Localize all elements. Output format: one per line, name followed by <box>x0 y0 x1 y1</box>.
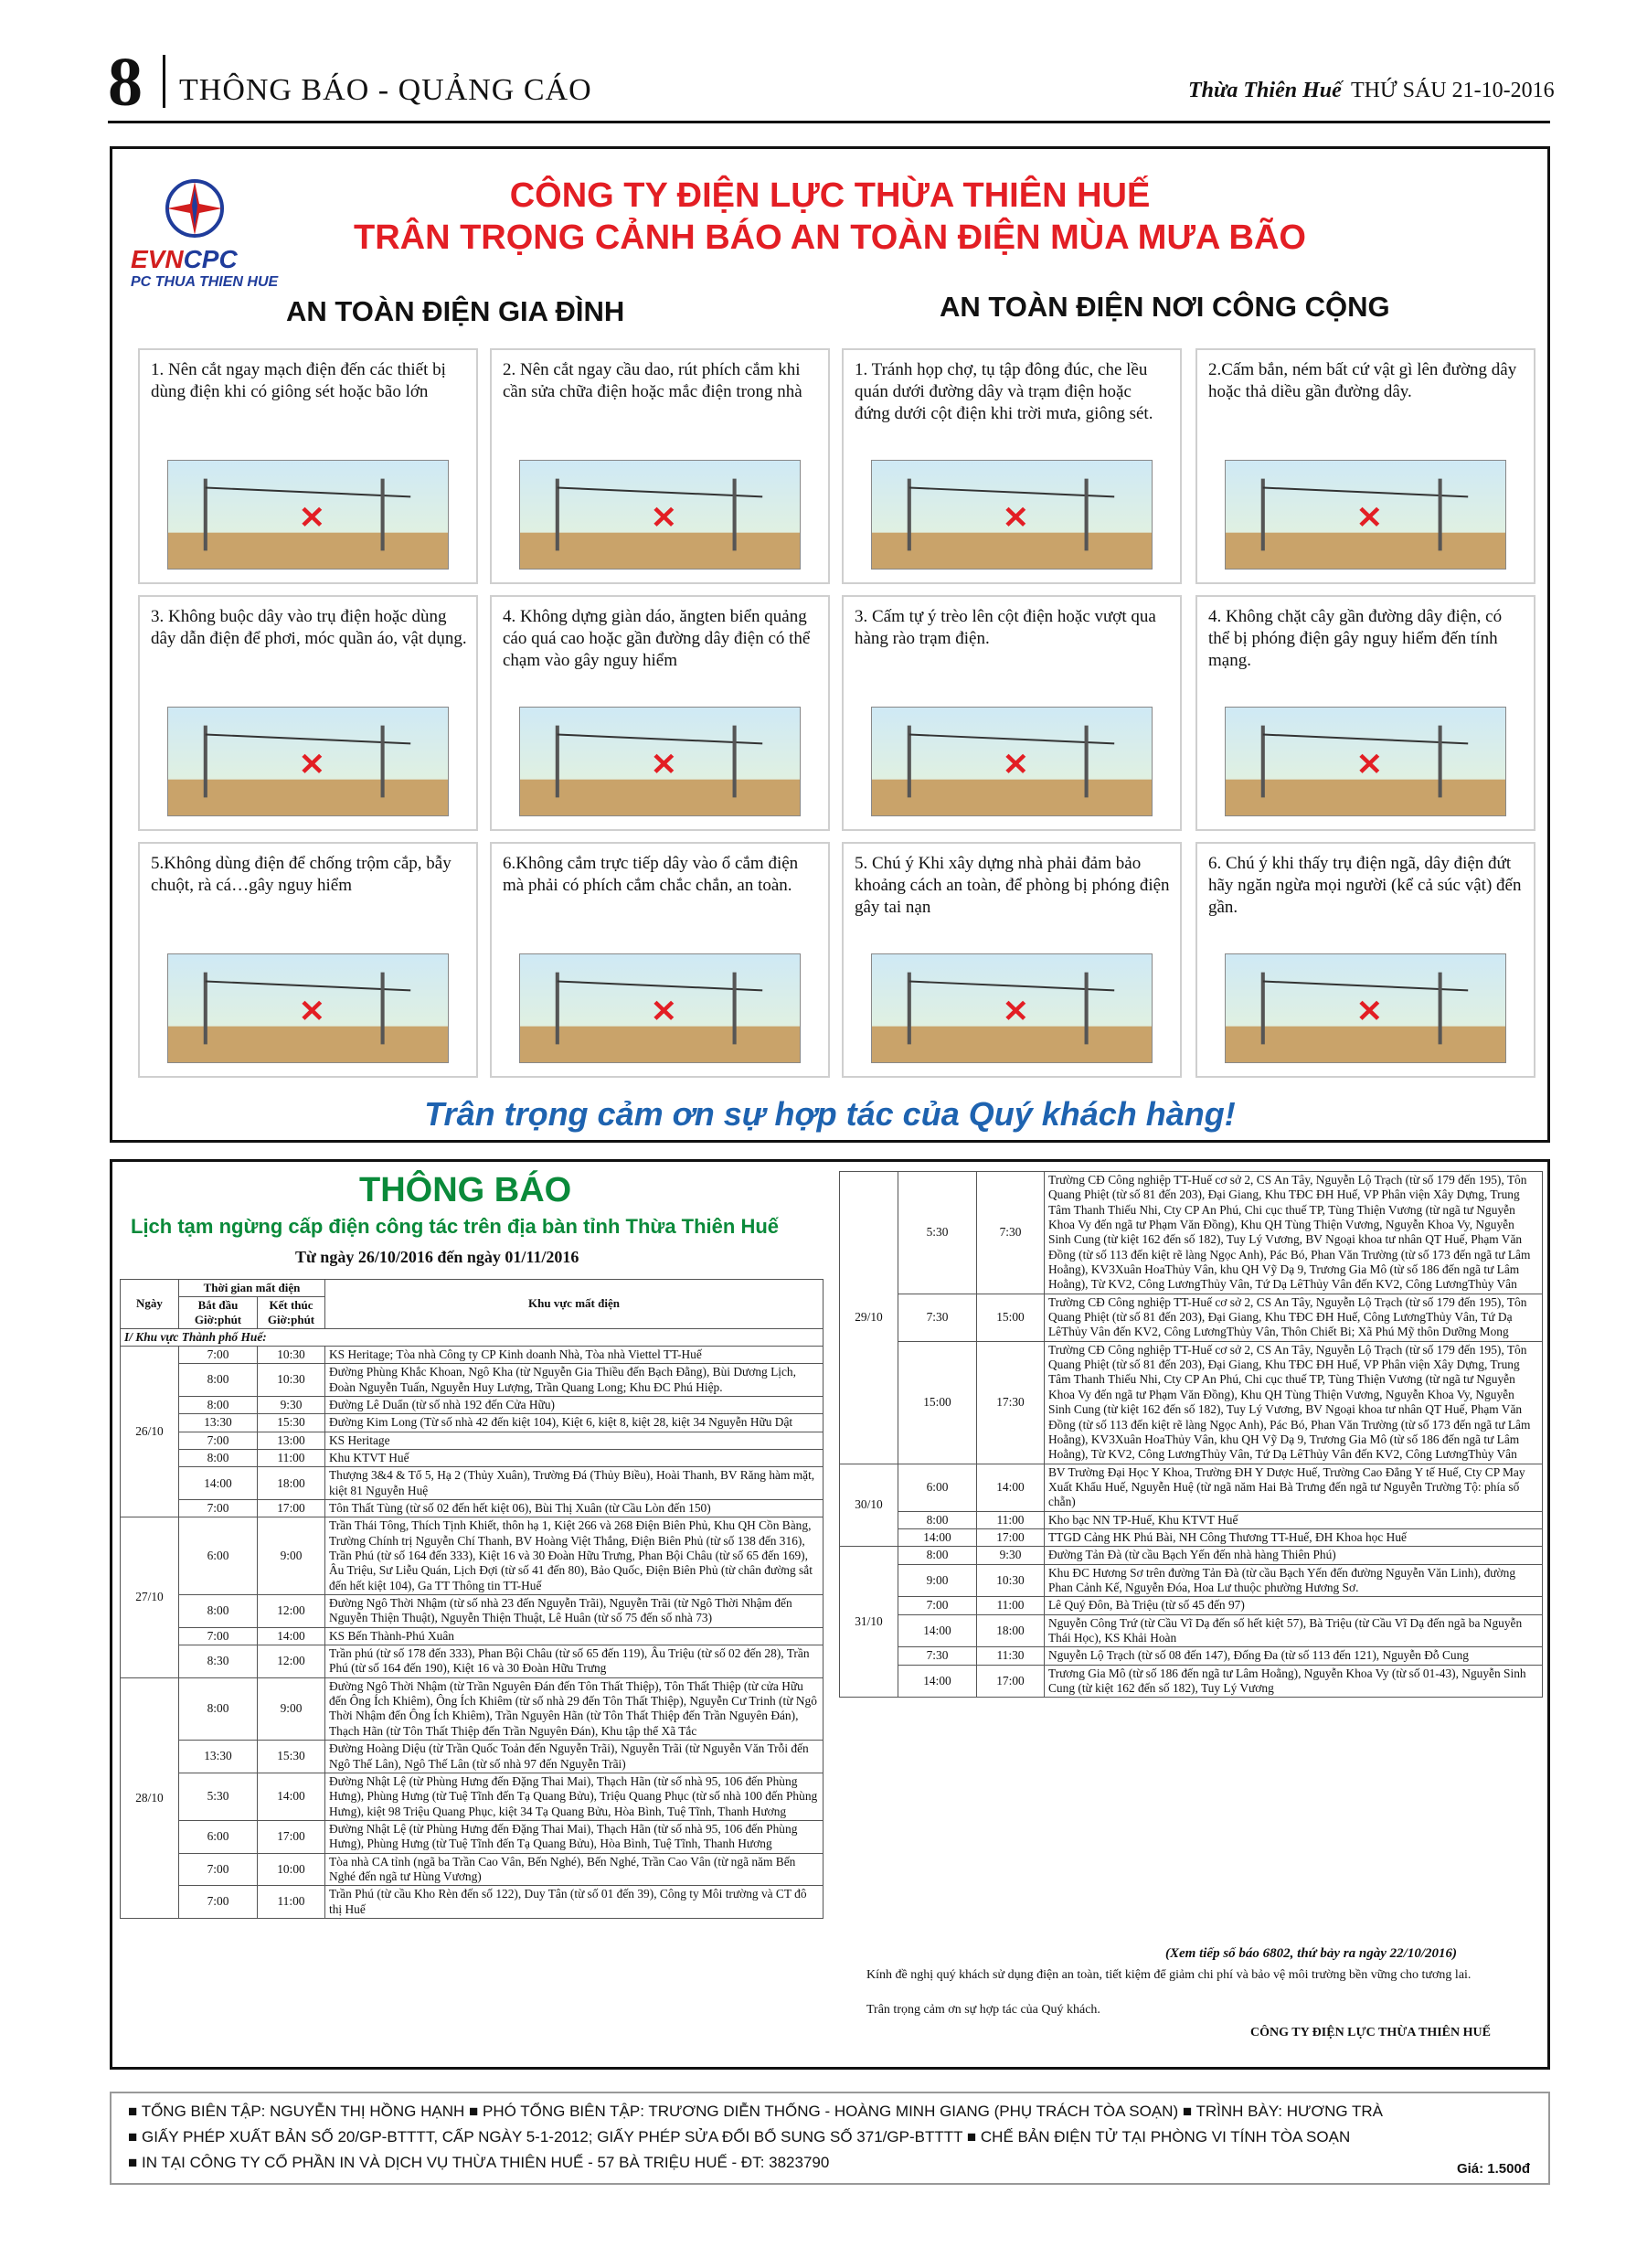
notice-signature: CÔNG TY ĐIỆN LỰC THỪA THIÊN HUẾ <box>1250 2026 1491 2039</box>
safety-tip-card <box>490 348 830 584</box>
header-divider <box>163 55 165 108</box>
logo-text-cpc: CPC <box>183 245 238 273</box>
safety-illustration <box>871 707 1153 816</box>
schedule-end: 13:00 <box>258 1432 325 1449</box>
schedule-row <box>121 1500 824 1517</box>
schedule-row <box>121 1432 824 1449</box>
schedule-row <box>121 1396 824 1413</box>
safety-tip-card <box>138 595 478 831</box>
notice-subtitle: Lịch tạm ngừng cấp điện công tác trên địa bàn tỉnh Thừa Thiên Huế <box>131 1215 780 1238</box>
schedule-start: 14:00 <box>898 1665 977 1698</box>
schedule-day: 26/10 <box>121 1346 179 1517</box>
power-outage-notice <box>110 1159 1550 2070</box>
schedule-area: Đường Ngô Thời Nhậm (từ Trần Nguyên Đán đến Tôn Thất Thiệp), Tôn Thất Thiệp (từ cửa Hữu đến Ông Ích Khiêm), Ông Ích Khiêm (từ số nhà 29 đến Tôn Thất Thiệp), Nguyễn Cư Trinh (từ Ngô Thời Nhậm đến Ông Ích Khiêm), Trần Nguyên Hãn (từ Tôn Thất Thiệp đến Trần Nguyên Đán), Thạch Hãn (từ Tôn Thất Thiệp đến Trần Nguyên Đán), Khu tập thể Xã Tắc <box>325 1677 824 1740</box>
schedule-row <box>840 1564 1543 1597</box>
schedule-start: 14:00 <box>898 1614 977 1647</box>
schedule-end: 9:00 <box>258 1517 325 1595</box>
schedule-row <box>840 1511 1543 1528</box>
page-number: 8 <box>108 44 143 121</box>
schedule-start: 8:00 <box>179 1449 258 1466</box>
th-area: Khu vực mất điện <box>325 1280 824 1329</box>
schedule-end: 17:30 <box>977 1341 1045 1464</box>
issue-date: THỨ SÁU 21-10-2016 <box>1351 79 1555 102</box>
schedule-end: 12:00 <box>258 1645 325 1678</box>
schedule-end: 7:30 <box>977 1172 1045 1294</box>
schedule-end: 11:00 <box>258 1449 325 1466</box>
schedule-area: Tòa nhà CA tỉnh (ngã ba Trần Cao Vân, Bến Nghé), Bến Nghé, Trần Cao Vân (từ ngã năm Bến Nghé đến ngã tư Hùng Vương) <box>325 1853 824 1886</box>
schedule-row <box>840 1294 1543 1341</box>
th-end: Kết thúc Giờ:phút <box>258 1296 325 1328</box>
schedule-start: 13:30 <box>179 1414 258 1432</box>
schedule-area: Đường Ngô Thời Nhậm (từ số nhà 23 đến Nguyễn Trãi), Nguyễn Trãi (từ Ngô Thời Nhậm đến Nguyễn Thiện Thuật), Nguyễn Thiện Thuật, Lê Huân (từ số 75 đến số nhà 73) <box>325 1595 824 1628</box>
schedule-area: KS Bến Thành-Phú Xuân <box>325 1627 824 1645</box>
notice-date-range: Từ ngày 26/10/2016 đến ngày 01/11/2016 <box>295 1248 579 1266</box>
schedule-start: 5:30 <box>179 1773 258 1820</box>
schedule-area: Lê Quý Đôn, Bà Triệu (từ số 45 đến 97) <box>1045 1597 1543 1614</box>
schedule-end: 18:00 <box>977 1614 1045 1647</box>
schedule-end: 9:30 <box>977 1547 1045 1564</box>
schedule-start: 7:00 <box>179 1346 258 1363</box>
schedule-area: Nguyễn Công Trứ (từ Cầu Vĩ Dạ đến số hết kiệt 57), Bà Triệu (từ Cầu Vĩ Dạ đến ngã ba Nguyễn Thái Học), KS Khải Hoàn <box>1045 1614 1543 1647</box>
schedule-row <box>840 1665 1543 1698</box>
schedule-row <box>121 1414 824 1432</box>
svg-text:✕: ✕ <box>650 996 677 1029</box>
schedule-end: 18:00 <box>258 1467 325 1500</box>
schedule-start: 6:00 <box>179 1517 258 1595</box>
schedule-end: 10:30 <box>258 1364 325 1397</box>
svg-text:✕: ✕ <box>1002 996 1029 1029</box>
schedule-end: 10:30 <box>258 1346 325 1363</box>
price: Giá: 1.500đ <box>1456 2161 1530 2177</box>
safety-tip-card <box>842 348 1182 584</box>
schedule-area: Đường Kim Long (Từ số nhà 42 đến kiệt 104), Kiệt 6, kiệt 8, kiệt 28, kiệt 34 Nguyễn Hữu Dật <box>325 1414 824 1432</box>
schedule-end: 14:00 <box>258 1773 325 1820</box>
schedule-start: 5:30 <box>898 1172 977 1294</box>
ad-warning-title: TRÂN TRỌNG CẢNH BÁO AN TOÀN ĐIỆN MÙA MƯA BÃO <box>354 218 1306 257</box>
safety-tip-card <box>842 842 1182 1078</box>
safety-tip-text: 1. Nên cắt ngay mạch điện đến các thiết bị dùng điện khi có giông sét hoặc bão lớn <box>151 360 446 401</box>
safety-illustration <box>167 707 449 816</box>
schedule-row <box>121 1853 824 1886</box>
schedule-area: Đường Nhật Lệ (từ Phùng Hưng đến Đặng Thai Mai), Thạch Hãn (từ số nhà 95, 106 đến Phùng Hưng), Phùng Hưng (từ Tuệ Tĩnh đến Tạ Quang Bửu), Triệu Quang Phục (từ số nhà 100 đến Phùng Hưng), kiệt 98 Triệu Quang Phục, kiệt 34 Tạ Quang Bửu, Hòa Bình, Tuệ Tĩnh, Thanh Hương <box>325 1773 824 1820</box>
schedule-start: 15:00 <box>898 1341 977 1464</box>
schedule-end: 10:00 <box>258 1853 325 1886</box>
schedule-area: Trần Phú (từ cầu Kho Rèn đến số 122), Duy Tân (từ số 01 đến 39), Công ty Môi trường và CT đô thị Huế <box>325 1886 824 1919</box>
safety-tip-text: 6.Không cắm trực tiếp dây vào ổ cắm điện mà phải có phích cắm chắc chắn, an toàn. <box>503 854 799 895</box>
schedule-start: 8:30 <box>179 1645 258 1678</box>
svg-text:✕: ✕ <box>650 749 677 783</box>
schedule-start: 14:00 <box>898 1528 977 1546</box>
schedule-area: Đường Nhật Lệ (từ Phùng Hưng đến Đặng Thai Mai), Thạch Hãn (từ số nhà 95, 106 đến Phùng Hưng), Phùng Hưng (từ Tuệ Tĩnh đến Tạ Quang Bửu), Hòa Bình, Tuệ Tĩnh, Thanh Hương <box>325 1820 824 1853</box>
schedule-end: 14:00 <box>258 1627 325 1645</box>
schedule-row <box>121 1595 824 1628</box>
schedule-row <box>121 1364 824 1397</box>
schedule-start: 8:00 <box>179 1677 258 1740</box>
schedule-end: 11:00 <box>258 1886 325 1919</box>
schedule-table-left <box>120 1279 824 1919</box>
logo-text-evn: EVN <box>131 245 184 273</box>
safety-tip-card <box>138 842 478 1078</box>
safety-illustration <box>1225 953 1506 1063</box>
schedule-row <box>840 1547 1543 1564</box>
schedule-area: Tôn Thất Tùng (từ số 02 đến hết kiệt 06), Bùi Thị Xuân (từ Cầu Lòn đến 150) <box>325 1500 824 1517</box>
schedule-area: Kho bạc NN TP-Huế, Khu KTVT Huế <box>1045 1511 1543 1528</box>
schedule-start: 6:00 <box>898 1464 977 1511</box>
schedule-day: 30/10 <box>840 1464 898 1547</box>
schedule-row <box>121 1645 824 1678</box>
safety-tip-text: 3. Không buộc dây vào trụ điện hoặc dùng dây dẫn điện để phơi, móc quần áo, vật dụng. <box>151 607 467 648</box>
safety-tip-text: 2. Nên cắt ngay cầu dao, rút phích cắm khi cần sửa chữa điện hoặc mắc điện trong nhà <box>503 360 802 401</box>
schedule-day: 27/10 <box>121 1517 179 1677</box>
schedule-row <box>121 1467 824 1500</box>
safety-tip-text: 4. Không dựng giàn dáo, ăngten biển quảng cáo quá cao hoặc gần đường dây điện có thể chạm vào gây nguy hiểm <box>503 607 811 670</box>
schedule-end: 14:00 <box>977 1464 1045 1511</box>
ad-company-title: CÔNG TY ĐIỆN LỰC THỪA THIÊN HUẾ <box>509 176 1151 215</box>
schedule-area: Trường CĐ Công nghiệp TT-Huế cơ sở 2, CS An Tây, Nguyễn Lộ Trạch (từ số 179 đến 195), Tôn Quang Phiệt (từ số 81 đến 203), Đại Giang, Khu TĐC ĐH Huế, VP Phân viện Xây Dựng, Trung Tâm Thanh Thiếu Nhi, Cty CP An Phú, Chi cục thuế TP, Tùng Thiện Vương (từ ngã tư Nguyễn Khoa Vy đến ngã tư Phạm Văn Đồng), Khu QH Tùng Thiện Vương, Nguyễn Khoa Vy, Nguyễn Sinh Cung (từ kiệt 162 đến số 182), Tuy Lý Vương, BV Ngoại khoa tư nhân QT Huế, Phạm Văn Đồng (từ số 113 đến kiệt rẽ làng Ngọc Anh), Pác Bó, Phan Văn Trường (từ số 173 đến ngã tư Lâm Hoằng), KV3Xuân HoaThủy Vân, khu QH Vỹ Dạ 9, Trương Gia Mô (từ số 186 đến ngã tư Lâm Hoằng), Từ KV2, Công LươngThủy Vân, Tứ Dạ LêThủy Vân đến KV2, Công LươngThủy Vân <box>1045 1172 1543 1294</box>
schedule-end: 17:00 <box>977 1528 1045 1546</box>
notice-title: THÔNG BÁO <box>359 1171 572 1209</box>
schedule-start: 6:00 <box>179 1820 258 1853</box>
svg-text:✕: ✕ <box>1355 502 1383 536</box>
region-label: I/ Khu vực Thành phố Huế: <box>121 1328 824 1346</box>
svg-text:✕: ✕ <box>650 502 677 536</box>
logo-subtitle: PC THUA THIEN HUE <box>131 274 279 290</box>
safety-tip-card <box>1195 595 1535 831</box>
schedule-end: 11:00 <box>977 1597 1045 1614</box>
safety-illustration <box>871 953 1153 1063</box>
schedule-area: Trường CĐ Công nghiệp TT-Huế cơ sở 2, CS An Tây, Nguyễn Lộ Trạch (từ số 179 đến 195), Tôn Quang Phiệt (từ số 81 đến 203), Đại Giang, Khu TĐC ĐH Huế, Công LươngThủy Vân, Tứ Dạ LêThủy Vân đến KV2, Công LươngThủy Vân, Thôn Chiết Bi; Xã Phú Mỹ thôn Dưỡng Mong <box>1045 1294 1543 1341</box>
schedule-start: 7:00 <box>179 1500 258 1517</box>
schedule-start: 8:00 <box>179 1396 258 1413</box>
schedule-end: 15:00 <box>977 1294 1045 1341</box>
schedule-start: 7:00 <box>179 1627 258 1645</box>
schedule-area: Khu ĐC Hương Sơ trên đường Tản Đà (từ cầu Bạch Yến đến đường Nguyễn Văn Linh), đường Phan Cảnh Kế, Nguyễn Đóa, Hoa Lư thuộc phường Hương Sơ. <box>1045 1564 1543 1597</box>
safety-tip-card <box>138 348 478 584</box>
safety-illustration <box>1225 707 1506 816</box>
safety-illustration <box>519 460 801 570</box>
schedule-end: 15:30 <box>258 1741 325 1773</box>
schedule-area: Đường Hoàng Diệu (từ Trần Quốc Toản đến Nguyễn Trãi), Nguyễn Trãi (từ Nguyễn Văn Trỗi đến Ngô Thế Lân), Ngô Thế Lân (từ số nhà 97 đến Nguyễn Trãi) <box>325 1741 824 1773</box>
schedule-start: 7:30 <box>898 1647 977 1665</box>
schedule-end: 9:00 <box>258 1677 325 1740</box>
schedule-row <box>121 1449 824 1466</box>
schedule-start: 13:30 <box>179 1741 258 1773</box>
schedule-area: Trần Thái Tông, Thích Tịnh Khiết, thôn hạ 1, Kiệt 266 và 268 Điện Biên Phủ, Khu QH Cồn Bàng, Trường Chính trị Nguyễn Chí Thanh, BV Hoàng Việt Thắng, Điện Biên Phủ (từ số 138 đến 316), Trần Phú (từ số 164 đến 333), Kiệt 16 và 30 Đoàn Hữu Trưng, Phan Bội Châu (từ số 65 đến 169), Âu Triệu, Sư Liễu Quán, Lịch Đợi (từ số 41 đến 80), Bảo Quốc, Điện Biên Phủ (từ chân đường sắt đến hết kiệt 104), Ga TT Thông tin TT-Huế <box>325 1517 824 1595</box>
schedule-area: Đường Lê Duẩn (từ số nhà 192 đến Cửa Hữu) <box>325 1396 824 1413</box>
schedule-end: 11:00 <box>977 1511 1045 1528</box>
schedule-start: 7:00 <box>179 1853 258 1886</box>
svg-text:✕: ✕ <box>1355 749 1383 783</box>
schedule-row <box>121 1886 824 1919</box>
schedule-start: 7:00 <box>179 1432 258 1449</box>
schedule-area: Trương Gia Mô (từ số 186 đến ngã tư Lâm Hoằng), Nguyễn Khoa Vy (từ số 01-43), Nguyễn Sinh Cung (từ kiệt 162 đến số 182), Tuy Lý Vương <box>1045 1665 1543 1698</box>
imprint-license: ■ GIẤY PHÉP XUẤT BẢN SỐ 20/GP-BTTTT, CẤP NGÀY 5-1-2012; GIẤY PHÉP SỬA ĐỔI BỔ SUNG SỐ 371/GP-BTTTT ■ CHẾ BẢN ĐIỆN TỬ TẠI PHÒNG VI TÍNH TÒA SOẠN <box>128 2128 1351 2146</box>
safety-illustration <box>1225 460 1506 570</box>
schedule-row <box>840 1464 1543 1511</box>
schedule-start: 8:00 <box>179 1595 258 1628</box>
th-start: Bắt đầu Giờ:phút <box>179 1296 258 1328</box>
schedule-end: 12:00 <box>258 1595 325 1628</box>
schedule-end: 17:00 <box>258 1820 325 1853</box>
safety-illustration <box>871 460 1153 570</box>
safety-illustration <box>519 707 801 816</box>
notice-thanks: Trân trọng cảm ơn sự hợp tác của Quý khách. <box>866 2003 1100 2017</box>
schedule-row <box>121 1677 824 1740</box>
svg-text:✕: ✕ <box>1355 996 1383 1029</box>
schedule-end: 10:30 <box>977 1564 1045 1597</box>
schedule-start: 9:00 <box>898 1564 977 1597</box>
safety-tip-text: 1. Tránh họp chợ, tụ tập đông đúc, che lều quán dưới đường dây và trạm điện hoặc đứng dưới cột điện khi trời mưa, giông sét. <box>855 360 1153 423</box>
safety-tip-text: 5.Không dùng điện để chống trộm cắp, bẫy chuột, rà cá…gây nguy hiểm <box>151 854 452 895</box>
safety-illustration <box>519 953 801 1063</box>
schedule-row <box>840 1614 1543 1647</box>
header-rule <box>108 121 1550 123</box>
safety-tip-text: 3. Cấm tự ý trèo lên cột điện hoặc vượt qua hàng rào trạm điện. <box>855 607 1156 648</box>
svg-text:✕: ✕ <box>298 502 325 536</box>
safety-tip-text: 4. Không chặt cây gần đường dây điện, có thể bị phóng điện gây nguy hiểm đến tính mạng. <box>1208 607 1503 670</box>
safety-tip-text: 6. Chú ý khi thấy trụ điện ngã, dây điện đứt hãy ngăn ngừa mọi người (kể cả súc vật) đến gần. <box>1208 854 1522 917</box>
advice-text: Kính đề nghị quý khách sử dụng điện an toàn, tiết kiệm để giảm chi phí và bảo vệ môi trường bền vững cho tương lai. <box>866 1968 1472 1982</box>
safety-tip-text: 2.Cấm bắn, ném bất cứ vật gì lên đường dây hoặc thả diều gần đường dây. <box>1208 360 1517 401</box>
schedule-end: 17:00 <box>977 1665 1045 1698</box>
imprint-printer: ■ IN TẠI CÔNG TY CỔ PHẦN IN VÀ DỊCH VỤ THỪA THIÊN HUẾ - 57 BÀ TRIỆU HUẾ - ĐT: 3823790 <box>128 2154 830 2171</box>
schedule-row <box>121 1517 824 1595</box>
schedule-start: 14:00 <box>179 1467 258 1500</box>
schedule-day: 31/10 <box>840 1547 898 1698</box>
th-time: Thời gian mất điện <box>179 1280 325 1297</box>
svg-text:✕: ✕ <box>1002 502 1029 536</box>
schedule-start: 8:00 <box>898 1511 977 1528</box>
schedule-day: 29/10 <box>840 1172 898 1464</box>
column-home-heading: AN TOÀN ĐIỆN GIA ĐÌNH <box>286 295 625 327</box>
schedule-start: 7:00 <box>898 1597 977 1614</box>
schedule-row <box>840 1647 1543 1665</box>
schedule-end: 17:00 <box>258 1500 325 1517</box>
schedule-area: Đường Phùng Khắc Khoan, Ngô Kha (từ Nguyễn Gia Thiều đến Bạch Đằng), Bùi Dương Lịch, Đoàn Nguyễn Tuấn, Nguyễn Huy Lượng, Trần Quang Long; Khu ĐC Phú Hiệp. <box>325 1364 824 1397</box>
safety-illustration <box>167 460 449 570</box>
schedule-area: KS Heritage; Tòa nhà Công ty CP Kinh doanh Nhà, Tòa nhà Viettel TT-Huế <box>325 1346 824 1363</box>
schedule-area: Đường Tản Đà (từ cầu Bạch Yến đến nhà hàng Thiên Phú) <box>1045 1547 1543 1564</box>
schedule-row <box>121 1741 824 1773</box>
schedule-area: Khu KTVT Huế <box>325 1449 824 1466</box>
schedule-start: 7:30 <box>898 1294 977 1341</box>
schedule-start: 7:00 <box>179 1886 258 1919</box>
schedule-area: KS Heritage <box>325 1432 824 1449</box>
imprint-footer <box>110 2092 1550 2185</box>
svg-text:✕: ✕ <box>1002 749 1029 783</box>
schedule-area: TTGD Cảng HK Phú Bài, NH Công Thương TT-Huế, ĐH Khoa học Huế <box>1045 1528 1543 1546</box>
schedule-day: 28/10 <box>121 1677 179 1918</box>
section-title: THÔNG BÁO - QUẢNG CÁO <box>179 73 592 107</box>
schedule-start: 8:00 <box>179 1364 258 1397</box>
schedule-row <box>121 1820 824 1853</box>
schedule-end: 15:30 <box>258 1414 325 1432</box>
schedule-row <box>840 1341 1543 1464</box>
newspaper-name: Thừa Thiên Huế <box>1188 79 1342 102</box>
schedule-area: Nguyễn Lộ Trạch (từ số 08 đến 147), Đống Đa (từ số 113 đến 121), Nguyễn Đỗ Cung <box>1045 1647 1543 1665</box>
safety-advertisement <box>110 146 1550 1143</box>
schedule-row <box>121 1627 824 1645</box>
schedule-end: 11:30 <box>977 1647 1045 1665</box>
ad-thanks: Trân trọng cảm ơn sự hợp tác của Quý khách hàng! <box>424 1095 1236 1133</box>
safety-tip-card <box>842 595 1182 831</box>
schedule-table-right <box>839 1171 1543 1698</box>
safety-tip-card <box>490 595 830 831</box>
column-public-heading: AN TOÀN ĐIỆN NƠI CÔNG CỘNG <box>940 291 1390 323</box>
safety-tip-card <box>1195 348 1535 584</box>
schedule-start: 8:00 <box>898 1547 977 1564</box>
safety-illustration <box>167 953 449 1063</box>
schedule-row <box>121 1773 824 1820</box>
safety-tip-card <box>490 842 830 1078</box>
schedule-end: 9:30 <box>258 1396 325 1413</box>
schedule-row <box>121 1346 824 1363</box>
safety-tip-text: 5. Chú ý Khi xây dựng nhà phải đảm bảo khoảng cách an toàn, để phòng bị phóng điện gây tai nạn <box>855 854 1170 917</box>
schedule-area: Trường CĐ Công nghiệp TT-Huế cơ sở 2, CS An Tây, Nguyễn Lộ Trạch (từ số 179 đến 195), Tôn Quang Phiệt (từ số 81 đến 203), Đại Giang, Khu TĐC ĐH Huế, VP Phân viện Xây Dựng, Trung Tâm Thanh Thiếu Nhi, Cty CP An Phú, Chi cục thuế TP, Tùng Thiện Vương (từ ngã tư Nguyễn Khoa Vy đến ngã tư Phạm Văn Đồng), Khu QH Tùng Thiện Vương, Nguyễn Khoa Vy, Nguyễn Sinh Cung (từ kiệt 162 đến số 182), Tuy Lý Vương, BV Ngoại khoa tư nhân QT Huế, Phạm Văn Đồng (từ số 113 đến kiệt rẽ làng Ngọc Anh), Pác Bó, Phan Văn Trường (từ số 173 đến ngã tư Lâm Hoằng), KV3Xuân HoaThủy Vân, khu QH Vỹ Dạ 9, Trương Gia Mô (từ số 186 đến ngã tư Lâm Hoằng), Từ KV2, Công LươngThủy Vân, Tứ Dạ LêThủy Vân đến KV2, Công LươngThủy Vân <box>1045 1341 1543 1464</box>
continue-note: (Xem tiếp số báo 6802, thứ bảy ra ngày 22/10/2016) <box>1165 1946 1457 1961</box>
imprint-editors: ■ TỔNG BIÊN TẬP: NGUYỄN THỊ HỒNG HẠNH ■ PHÓ TỔNG BIÊN TẬP: TRƯƠNG DIỄN THỐNG - HOÀNG MINH GIANG (PHỤ TRÁCH TÒA SOẠN) ■ TRÌNH BÀY: HƯƠNG TRÀ <box>128 2103 1383 2120</box>
schedule-area: BV Trường Đại Học Y Khoa, Trường ĐH Y Dược Huế, Trường Cao Đẳng Y tế Huế, Cty CP May Xuất Khẩu Huế, Nguyễn Huệ (từ ngã năm Hai Bà Trưng đến ngã tư Nguyễn Trường Tộ: phía số chẵn) <box>1045 1464 1543 1511</box>
svg-text:✕: ✕ <box>298 996 325 1029</box>
schedule-row <box>840 1172 1543 1294</box>
schedule-area: Thượng 3&4 & Tổ 5, Hạ 2 (Thủy Xuân), Trường Đá (Thủy Biều), Hoài Thanh, BV Răng hàm mặt, kiệt 81 Nguyễn Huệ <box>325 1467 824 1500</box>
svg-text:✕: ✕ <box>298 749 325 783</box>
th-day: Ngày <box>121 1280 179 1329</box>
safety-tip-card <box>1195 842 1535 1078</box>
schedule-area: Trần phú (từ số 178 đến 333), Phan Bội Châu (từ số 65 đến 119), Âu Triệu (từ số 02 đến 28), Trần Phú (từ số 164 đến 190), Kiệt 16 và 30 Đoàn Hữu Trưng <box>325 1645 824 1678</box>
schedule-row <box>840 1597 1543 1614</box>
schedule-row <box>840 1528 1543 1546</box>
